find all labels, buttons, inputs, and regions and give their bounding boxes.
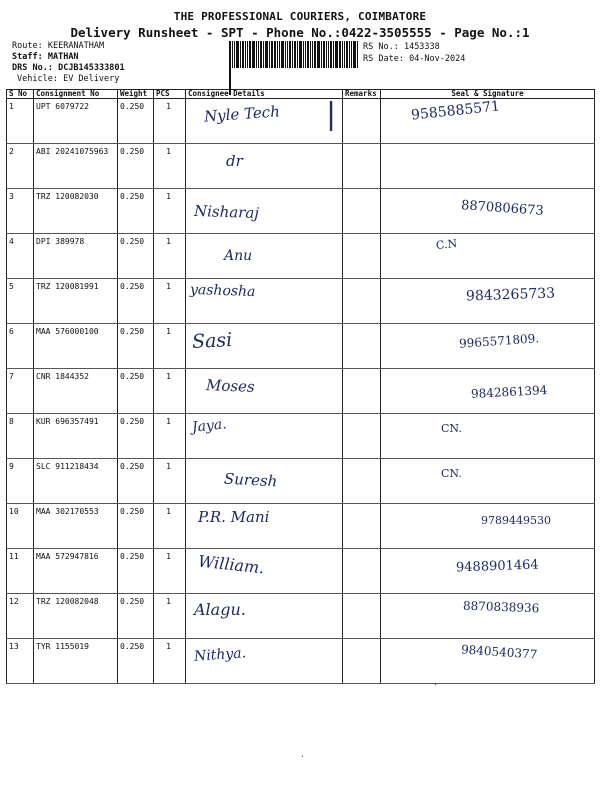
- row-sno: 6: [7, 324, 34, 369]
- vehicle-value: EV Delivery: [63, 74, 120, 84]
- row-consignee-cell: [186, 369, 343, 414]
- row-pcs: 1: [154, 549, 186, 594]
- meta-right: [363, 41, 465, 65]
- seal-handwriting: C.N: [435, 236, 458, 253]
- barcode-bar: [323, 41, 325, 68]
- row-consignment-no: TRZ 120082030: [34, 189, 118, 234]
- consignee-handwriting: William.: [197, 551, 266, 578]
- rs-date-value: 04-Nov-2024: [409, 54, 466, 64]
- row-weight: 0.250: [118, 99, 154, 144]
- barcode-bar: [256, 41, 257, 68]
- barcode-bar: [344, 41, 345, 68]
- company-title: THE PROFESSIONAL COURIERS, COIMBATORE: [173, 10, 427, 23]
- seal-handwriting: 8870806673: [460, 198, 545, 219]
- row-remarks: [343, 549, 381, 594]
- consignee-handwriting: Nisharaj: [193, 201, 260, 223]
- row-pcs: 1: [154, 594, 186, 639]
- table-row: [7, 144, 595, 189]
- consignee-handwriting: Anu: [224, 248, 253, 264]
- staff-label: Staff:: [12, 52, 43, 62]
- barcode-bar: [240, 41, 241, 68]
- row-pcs: 1: [154, 324, 186, 369]
- row-remarks: [343, 144, 381, 189]
- barcode-bar: [342, 41, 343, 68]
- row-consignee-cell: [186, 414, 343, 459]
- barcode-bar: [326, 41, 327, 68]
- row-remarks: [343, 504, 381, 549]
- row-weight: 0.250: [118, 594, 154, 639]
- barcode-bar: [281, 41, 284, 68]
- barcode-bar: [265, 41, 268, 68]
- row-sno: 11: [7, 549, 34, 594]
- table-header: [7, 90, 595, 99]
- barcode-bar: [245, 41, 246, 68]
- row-remarks: [343, 459, 381, 504]
- row-weight: 0.250: [118, 279, 154, 324]
- barcode-bar: [269, 41, 270, 68]
- barcode-bar: [285, 41, 286, 68]
- row-consignment-no: TRZ 120081991: [34, 279, 118, 324]
- barcode-bar: [294, 41, 296, 68]
- table-row: [7, 189, 595, 234]
- barcode-bar: [353, 41, 356, 68]
- row-consignee-cell: [186, 504, 343, 549]
- row-seal-signature-cell: [381, 144, 595, 189]
- row-remarks: [343, 189, 381, 234]
- stray-mark: ·: [300, 752, 305, 761]
- table-row: [7, 369, 595, 414]
- row-pcs: 1: [154, 279, 186, 324]
- barcode-bar: [307, 41, 309, 68]
- vehicle-label: Vehicle:: [17, 74, 58, 84]
- row-seal-signature-cell: [381, 459, 595, 504]
- row-weight: 0.250: [118, 144, 154, 189]
- seal-handwriting: 8870838936: [462, 598, 540, 616]
- row-pcs: 1: [154, 639, 186, 684]
- row-consignee-cell: [186, 459, 343, 504]
- table-row: [7, 594, 595, 639]
- barcode-bar: [263, 41, 264, 68]
- barcode-bar: [292, 41, 293, 68]
- row-pcs: 1: [154, 459, 186, 504]
- row-sno: 7: [7, 369, 34, 414]
- staff-value: MATHAN: [47, 52, 79, 62]
- row-weight: 0.250: [118, 504, 154, 549]
- barcode-bar: [279, 41, 280, 68]
- consignee-handwriting: Alagu.: [194, 600, 246, 619]
- row-consignment-no: TYR 1155019: [34, 639, 118, 684]
- row-seal-signature-cell: [381, 189, 595, 234]
- barcode-bar: [274, 41, 276, 68]
- row-remarks: [343, 414, 381, 459]
- table-row: [7, 324, 595, 369]
- row-sno: 1: [7, 99, 34, 144]
- barcode-bar: [234, 41, 235, 68]
- barcode-bar: [351, 41, 352, 68]
- barcode-bar: [260, 41, 262, 68]
- row-consignee-cell: [186, 549, 343, 594]
- barcode-bar: [312, 41, 313, 68]
- table-row: [7, 639, 595, 684]
- table-row: [7, 414, 595, 459]
- row-consignment-no: CNR 1844352: [34, 369, 118, 414]
- col-seal: Seal & Signature: [381, 90, 595, 99]
- row-pcs: 1: [154, 99, 186, 144]
- barcode-bar: [297, 41, 298, 68]
- row-remarks: [343, 234, 381, 279]
- row-weight: 0.250: [118, 189, 154, 234]
- col-weight: Weight: [118, 90, 154, 99]
- row-pcs: 1: [154, 369, 186, 414]
- table-row: [7, 549, 595, 594]
- ink-bracket: |: [326, 98, 337, 132]
- consignee-handwriting: Moses: [205, 376, 255, 396]
- barcode-bar: [333, 41, 334, 68]
- row-pcs: 1: [154, 414, 186, 459]
- barcode-bar: [349, 41, 350, 68]
- barcode-bar: [346, 41, 348, 68]
- runsheet-title: Delivery Runsheet - SPT - Phone No.:0422-3505555 - Page No.:1: [70, 25, 530, 40]
- consignee-handwriting: P.R. Mani: [198, 508, 270, 526]
- row-sno: 10: [7, 504, 34, 549]
- row-weight: 0.250: [118, 234, 154, 279]
- row-sno: 3: [7, 189, 34, 234]
- row-sno: 12: [7, 594, 34, 639]
- row-consignee-cell: [186, 144, 343, 189]
- row-seal-signature-cell: [381, 414, 595, 459]
- barcode-bar: [305, 41, 306, 68]
- rs-date-label: RS Date:: [363, 54, 404, 64]
- seal-handwriting: 9842861394: [470, 383, 548, 401]
- row-pcs: 1: [154, 189, 186, 234]
- drs-value: DCJB145333801: [58, 63, 125, 73]
- row-weight: 0.250: [118, 549, 154, 594]
- col-pcs: PCS: [154, 90, 186, 99]
- row-weight: 0.250: [118, 369, 154, 414]
- table-row: [7, 99, 595, 144]
- barcode-bar: [249, 41, 251, 68]
- row-remarks: [343, 594, 381, 639]
- consignee-handwriting: Suresh: [223, 469, 278, 491]
- consignee-handwriting: Nyle Tech: [203, 102, 281, 126]
- seal-handwriting: 9965571809.: [458, 331, 540, 351]
- rs-no-label: RS No.:: [363, 42, 399, 52]
- drs-label: DRS No.:: [12, 63, 53, 73]
- row-consignee-cell: [186, 189, 343, 234]
- row-seal-signature-cell: [381, 324, 595, 369]
- row-remarks: [343, 639, 381, 684]
- barcode-bar: [321, 41, 322, 68]
- row-consignee-cell: [186, 279, 343, 324]
- row-consignment-no: KUR 696357491: [34, 414, 118, 459]
- row-pcs: 1: [154, 504, 186, 549]
- table-row: [7, 459, 595, 504]
- table-row: [7, 234, 595, 279]
- row-consignment-no: DPI 389978: [34, 234, 118, 279]
- barcode-bar: [335, 41, 338, 68]
- rs-no-value: 1453338: [403, 42, 440, 52]
- row-consignment-no: ABI 20241075963: [34, 144, 118, 189]
- row-sno: 13: [7, 639, 34, 684]
- row-sno: 2: [7, 144, 34, 189]
- row-seal-signature-cell: [381, 594, 595, 639]
- seal-handwriting: 9843265733: [465, 285, 556, 305]
- seal-handwriting: 9840540377: [460, 642, 538, 662]
- row-consignment-no: SLC 911218434: [34, 459, 118, 504]
- barcode-bar: [339, 41, 341, 68]
- row-seal-signature-cell: [381, 279, 595, 324]
- row-seal-signature-cell: [381, 639, 595, 684]
- barcode-bar: [314, 41, 316, 68]
- row-sno: 5: [7, 279, 34, 324]
- barcode-bar: [287, 41, 288, 68]
- barcode-bar: [357, 41, 358, 68]
- barcode-bar: [242, 41, 244, 68]
- row-seal-signature-cell: [381, 234, 595, 279]
- seal-handwriting: 9585885571: [410, 98, 501, 124]
- barcode-bar: [330, 41, 332, 68]
- col-consignment: Consignment No: [34, 90, 118, 99]
- row-weight: 0.250: [118, 459, 154, 504]
- col-consignee: Consignee Details: [186, 90, 343, 99]
- route-value: KEERANATHAM: [47, 41, 105, 51]
- seal-handwriting: 9488901464: [455, 557, 539, 576]
- barcode-bar: [232, 41, 233, 68]
- row-seal-signature-cell: [381, 504, 595, 549]
- runsheet-table: [6, 89, 595, 684]
- row-consignment-no: MAA 572947816: [34, 549, 118, 594]
- row-pcs: 1: [154, 234, 186, 279]
- row-sno: 9: [7, 459, 34, 504]
- consignee-handwriting: dr: [226, 152, 243, 170]
- row-remarks: [343, 369, 381, 414]
- row-consignment-no: TRZ 120082048: [34, 594, 118, 639]
- barcode-bar: [277, 41, 278, 68]
- row-consignee-cell: [186, 234, 343, 279]
- row-weight: 0.250: [118, 639, 154, 684]
- seal-handwriting: 9789449530: [481, 514, 551, 527]
- barcode-bar: [229, 41, 231, 68]
- row-consignee-cell: [186, 639, 343, 684]
- barcode-bar: [310, 41, 311, 68]
- row-consignment-no: UPT 6079722: [34, 99, 118, 144]
- barcode-bar: [247, 41, 248, 68]
- route-label: Route:: [12, 41, 43, 51]
- row-consignee-cell: [186, 99, 343, 144]
- barcode: [229, 41, 359, 68]
- col-sno: S No: [7, 90, 34, 99]
- row-weight: 0.250: [118, 414, 154, 459]
- row-seal-signature-cell: [381, 549, 595, 594]
- consignee-handwriting: Nithya.: [193, 645, 247, 665]
- consignee-handwriting: Sasi: [191, 328, 233, 354]
- col-remarks: Remarks: [343, 90, 381, 99]
- barcode-bar: [258, 41, 259, 68]
- row-remarks: [343, 279, 381, 324]
- seal-handwriting: CN.: [441, 467, 462, 480]
- row-consignment-no: MAA 576000100: [34, 324, 118, 369]
- consignee-handwriting: Jaya.: [191, 416, 228, 436]
- row-weight: 0.250: [118, 324, 154, 369]
- barcode-bar: [289, 41, 291, 68]
- row-sno: 4: [7, 234, 34, 279]
- row-remarks: [343, 99, 381, 144]
- consignee-handwriting: yashosha: [189, 281, 256, 301]
- barcode-bar: [236, 41, 239, 68]
- barcode-bar: [317, 41, 320, 68]
- row-sno: 8: [7, 414, 34, 459]
- row-seal-signature-cell: [381, 99, 595, 144]
- seal-handwriting: CN.: [441, 422, 462, 435]
- row-pcs: 1: [154, 144, 186, 189]
- meta-left: [12, 41, 125, 85]
- barcode-bar: [328, 41, 329, 68]
- barcode-bar: [299, 41, 302, 68]
- table-row: [7, 279, 595, 324]
- row-consignee-cell: [186, 324, 343, 369]
- barcode-bar: [271, 41, 273, 68]
- row-consignee-cell: [186, 594, 343, 639]
- row-seal-signature-cell: [381, 369, 595, 414]
- row-consignment-no: MAA 302170553: [34, 504, 118, 549]
- barcode-bar: [252, 41, 255, 68]
- table-row: [7, 504, 595, 549]
- barcode-bar: [303, 41, 304, 68]
- stray-mark: ·: [433, 680, 438, 689]
- row-remarks: [343, 324, 381, 369]
